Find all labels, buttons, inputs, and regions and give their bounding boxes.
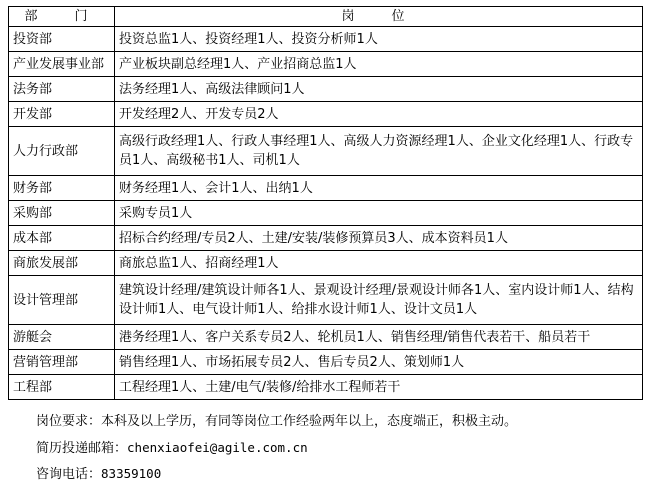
job-requirements-text: 岗位要求：本科及以上学历，有同等岗位工作经验两年以上，态度端正，积极主动。 xyxy=(36,414,518,429)
department-cell: 营销管理部 xyxy=(9,350,115,375)
header-position: 岗 位 xyxy=(115,7,643,27)
table-row xyxy=(9,27,643,52)
positions-cell: 法务经理1人、高级法律顾问1人 xyxy=(115,77,643,102)
table-row xyxy=(9,325,643,350)
phone-label: 咨询电话： xyxy=(36,467,102,482)
department-cell: 投资部 xyxy=(9,27,115,52)
positions-cell: 采购专员1人 xyxy=(115,201,643,226)
department-cell: 法务部 xyxy=(9,77,115,102)
table-row xyxy=(9,201,643,226)
header-department: 部 门 xyxy=(9,7,115,27)
job-openings-table xyxy=(8,6,643,400)
positions-cell: 港务经理1人、客户关系专员2人、轮机员1人、销售经理/销售代表若干、船员若干 xyxy=(115,325,643,350)
table-header-row xyxy=(9,7,643,27)
email-label: 简历投递邮箱： xyxy=(36,441,128,456)
positions-cell: 商旅总监1人、招商经理1人 xyxy=(115,251,643,276)
positions-cell: 招标合约经理/专员2人、土建/安装/装修预算员3人、成本资料员1人 xyxy=(115,226,643,251)
department-cell: 人力行政部 xyxy=(9,127,115,176)
table-row xyxy=(9,52,643,77)
positions-cell: 财务经理1人、会计1人、出纳1人 xyxy=(115,176,643,201)
positions-cell: 投资总监1人、投资经理1人、投资分析师1人 xyxy=(115,27,643,52)
department-cell: 设计管理部 xyxy=(9,276,115,325)
table-row xyxy=(9,276,643,325)
table-row xyxy=(9,350,643,375)
table-row xyxy=(9,375,643,400)
positions-cell: 建筑设计经理/建筑设计师各1人、景观设计经理/景观设计师各1人、室内设计师1人、结构设计师1人、电气设计师1人、给排水设计师1人、设计文员1人 xyxy=(115,276,643,325)
table-row xyxy=(9,251,643,276)
table-row xyxy=(9,102,643,127)
positions-cell: 工程经理1人、土建/电气/装修/给排水工程师若干 xyxy=(115,375,643,400)
table-row xyxy=(9,226,643,251)
positions-cell: 开发经理2人、开发专员2人 xyxy=(115,102,643,127)
department-cell: 商旅发展部 xyxy=(9,251,115,276)
positions-cell: 销售经理1人、市场拓展专员2人、售后专员2人、策划师1人 xyxy=(115,350,643,375)
department-cell: 财务部 xyxy=(9,176,115,201)
department-cell: 采购部 xyxy=(9,201,115,226)
table-row xyxy=(9,127,643,176)
phone-number: 83359100 xyxy=(101,466,162,481)
table-row xyxy=(9,176,643,201)
positions-cell: 产业板块副总经理1人、产业招商总监1人 xyxy=(115,52,643,77)
email-address-link[interactable]: chenxiaofei@agile.com.cn xyxy=(127,440,308,455)
department-cell: 成本部 xyxy=(9,226,115,251)
department-cell: 游艇会 xyxy=(9,325,115,350)
resume-email-line xyxy=(36,439,308,458)
department-cell: 开发部 xyxy=(9,102,115,127)
phone-line xyxy=(36,465,161,484)
department-cell: 工程部 xyxy=(9,375,115,400)
department-cell: 产业发展事业部 xyxy=(9,52,115,77)
positions-cell: 高级行政经理1人、行政人事经理1人、高级人力资源经理1人、企业文化经理1人、行政专员1人、高级秘书1人、司机1人 xyxy=(115,127,643,176)
table-row xyxy=(9,77,643,102)
